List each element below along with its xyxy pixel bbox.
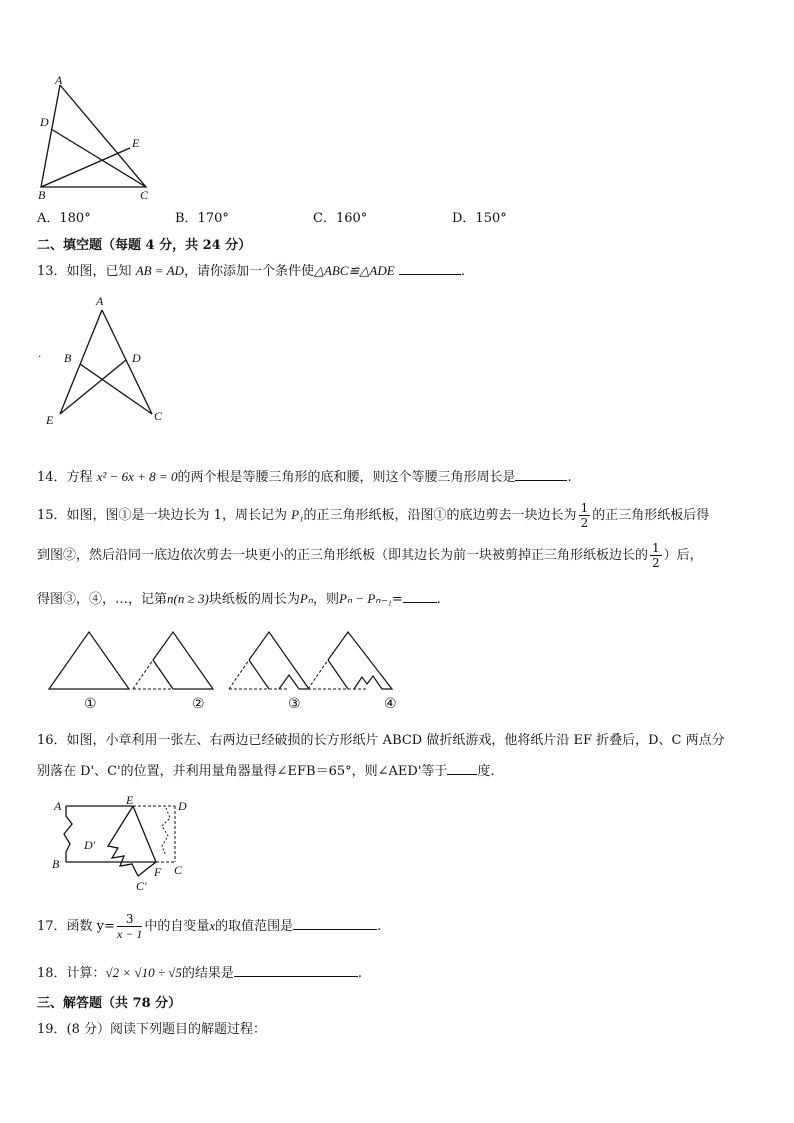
q18-b: 的结果是 (181, 966, 234, 981)
label-d: D (132, 351, 141, 365)
q12-option-d: D．150° (452, 211, 507, 226)
label-b: B (38, 188, 46, 202)
q16-answer-blank[interactable] (447, 762, 477, 775)
q14-end: . (567, 470, 572, 485)
q15-end: . (436, 592, 441, 607)
q18-expression: √2 × √10 ÷ √5 (105, 965, 182, 980)
fraction-numerator: 1 (652, 541, 660, 555)
fig1-triangle (49, 632, 129, 689)
section-3-heading: 三、解答题（共 78 分） (37, 996, 182, 1011)
label-e: E (132, 136, 140, 150)
q15-l3c: ，则 (312, 592, 339, 607)
q13-prefix: 13．如图，已知 (37, 264, 136, 279)
fraction-denominator: 2 (652, 556, 660, 570)
q13-goal: △ABC≌△ADE (313, 263, 395, 278)
label-d: D (40, 115, 49, 129)
right-torn-edge (162, 808, 170, 856)
fig1-label: ① (84, 696, 97, 712)
q15-n-condition: n(n ≥ 3) (167, 591, 209, 606)
q15-l1c: 的正三角形纸板后得 (592, 508, 710, 523)
label-a: A (55, 74, 63, 87)
q13-figure (34, 292, 174, 432)
q13-end: . (460, 264, 465, 279)
segment-de (60, 360, 126, 414)
q16-l2a: 别落在 D'、C'的位置，并利用量角器量得∠EFB＝65°，则∠AED'等于 (37, 764, 448, 779)
label-d: D (178, 799, 187, 813)
q13-answer-blank[interactable] (399, 262, 461, 275)
fraction-numerator: 3 (117, 912, 142, 927)
folded-edge (133, 806, 156, 876)
q14-rest: 的两个根是等腰三角形的底和腰，则这个等腰三角形周长是 (177, 470, 516, 485)
q16-figure (48, 794, 198, 894)
section-2-heading: 二、填空题（每题 4 分，共 24 分） (37, 238, 252, 253)
label-a: A (96, 294, 104, 308)
label-a: A (54, 799, 62, 813)
stray-dot: · (38, 349, 41, 363)
q17-b: 中的自变量 (144, 919, 210, 934)
q17-text (37, 906, 381, 946)
folded-torn-edge (108, 806, 138, 876)
q19-text: 19．(8 分）阅读下列题目的解题过程： (37, 1022, 267, 1037)
label-c: C (140, 188, 149, 202)
label-b: B (64, 351, 72, 365)
q13-condition: AB = AD (135, 263, 184, 278)
fig3 (229, 632, 309, 689)
q16-line-2 (37, 760, 495, 779)
fraction-denominator: x − 1 (116, 927, 143, 941)
q18-a: 18．计算： (37, 966, 106, 981)
label-e: E (126, 794, 134, 807)
q15-l1a: 15．如图，图①是一块边长为 1，周长记为 (37, 508, 292, 523)
fraction-half (579, 501, 591, 530)
q16-l2b: 度. (477, 764, 495, 779)
q15-pn: Pₙ (299, 591, 313, 606)
q12-option-a: A．180° (37, 211, 91, 226)
segment-ac (102, 310, 152, 414)
fraction-denominator: 2 (580, 516, 589, 530)
q17-end: . (377, 919, 382, 934)
fig2-label: ② (192, 696, 205, 712)
label-e: E (46, 413, 54, 427)
q15-p1: P₁ (291, 507, 304, 522)
fraction-half-2 (650, 541, 662, 570)
fig4-label: ④ (384, 696, 397, 712)
q12-triangle-figure (34, 74, 164, 204)
q17-x: x (209, 918, 216, 933)
q15-difference: Pₙ − Pₙ₋₁ (338, 591, 392, 606)
label-c: C (154, 409, 163, 423)
q15-l3a: 得图③，④，…，记第 (37, 592, 168, 607)
q15-line-1 (37, 497, 709, 533)
q14-prefix: 14．方程 (37, 470, 97, 485)
q14-answer-blank[interactable] (515, 468, 567, 481)
label-f: F (154, 865, 162, 879)
left-torn-edge (64, 806, 72, 862)
q14-text (37, 466, 572, 485)
triangle-abc (41, 85, 146, 187)
fraction-numerator: 1 (580, 501, 589, 515)
label-d-prime: D' (84, 838, 96, 852)
q18-end: . (357, 966, 363, 981)
q15-line-3 (37, 588, 441, 607)
segment-be (41, 148, 130, 187)
q17-answer-blank[interactable] (293, 917, 377, 930)
q17-a: 17．函数 y= (37, 919, 115, 934)
q14-equation: x² − 6x + 8 = 0 (96, 469, 178, 484)
q15-l2b: ）后， (663, 548, 703, 563)
q15-answer-blank[interactable] (403, 590, 437, 603)
q15-l1b: 的正三角形纸板，沿图①的底边剪去一块边长为 (303, 508, 577, 523)
q17-fraction (117, 912, 142, 941)
label-c-prime: C' (136, 879, 147, 893)
label-b: B (52, 857, 60, 871)
q15-l3d: = (391, 592, 403, 607)
fig4 (308, 632, 392, 689)
q15-l3b: 块纸板的周长为 (208, 592, 300, 607)
fig2 (133, 632, 213, 689)
q15-l2a: 到图②，然后沿同一底边依次剪去一块更小的正三角形纸板（即其边长为前一块被剪掉正三角形纸板边长的 (37, 548, 649, 563)
q13-text (37, 260, 465, 279)
fig3-label: ③ (288, 696, 301, 712)
q12-option-c: C．160° (313, 211, 368, 226)
q12-option-b: B．170° (175, 211, 229, 226)
q15-figures (40, 626, 420, 712)
label-c: C (174, 863, 183, 877)
q17-c: 的取值范围是 (215, 919, 294, 934)
q13-mid: ，请你添加一个条件使 (183, 264, 314, 279)
q18-text (37, 962, 362, 981)
q15-line-2 (37, 538, 703, 574)
q16-line-1: 16．如图，小章利用一张左、右两边已经破损的长方形纸片 ABCD 做折纸游戏，他将纸片沿 EF 折叠后，D、C 两点分 (37, 733, 725, 748)
q18-answer-blank[interactable] (234, 964, 358, 977)
